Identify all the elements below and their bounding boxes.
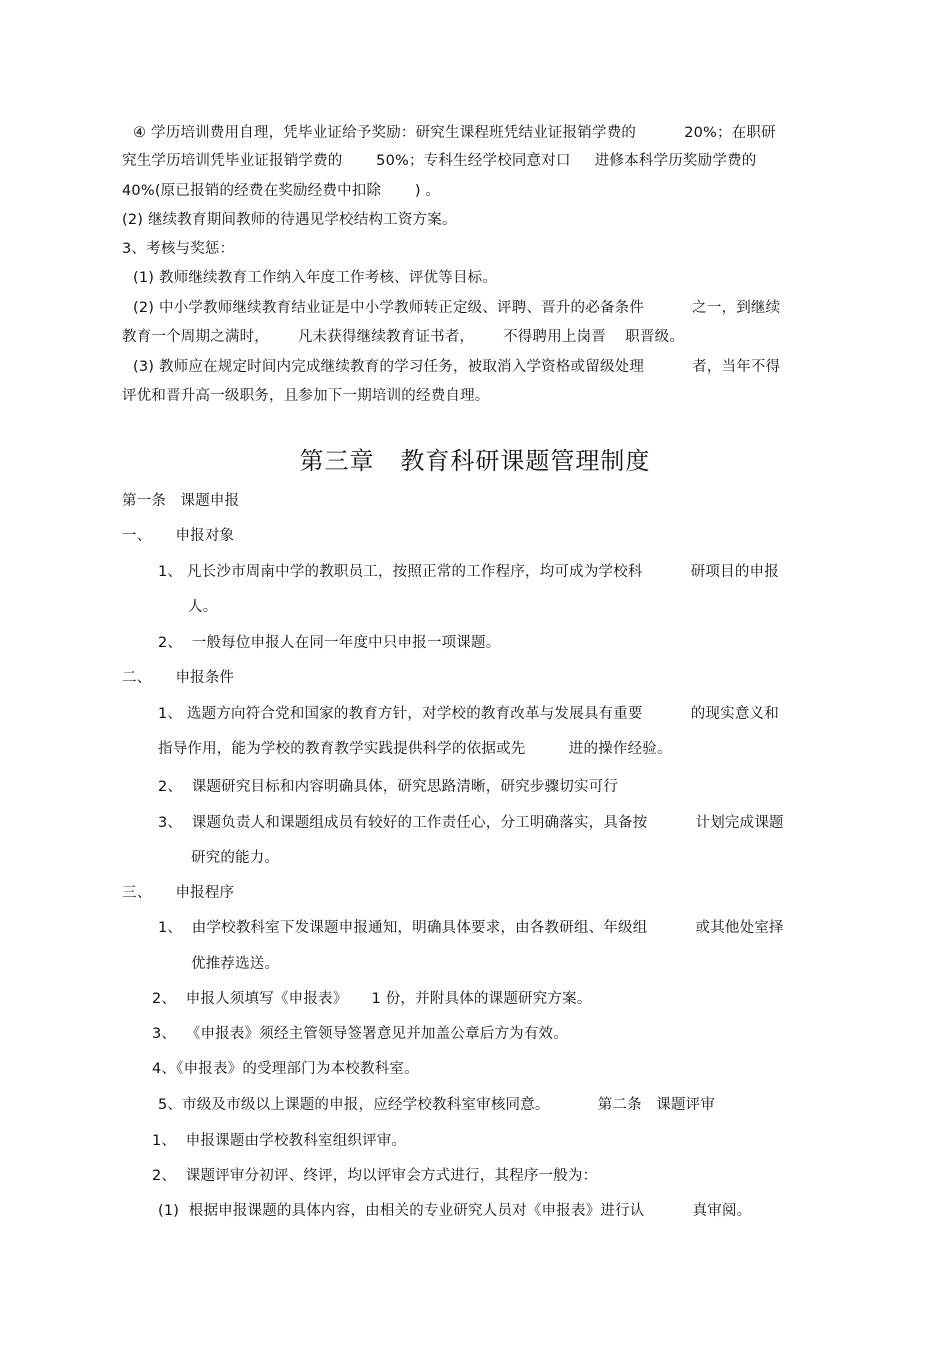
subsection-heading: 二、 申报条件 (122, 670, 235, 686)
list-item: 1、 申报课题由学校教科室组织评审。 (152, 1133, 407, 1149)
list-item-continuation: 指导作用，能为学校的教育教学实践提供科学的依据或先 进的操作经验。 (158, 741, 672, 757)
section-heading: 3、考核与奖惩： (122, 241, 235, 257)
list-item: 4、《申报表》的受理部门为本校教科室。 (152, 1061, 419, 1077)
paragraph-line: 评优和晋升高一级职务，且参加下一期培训的经费自理。 (122, 388, 490, 404)
paragraph-line: 究生学历培训凭毕业证报销学费的 50%；专科生经学校同意对口 进修本科学历奖励学费的 (122, 153, 757, 169)
subsection-heading: 三、 申报程序 (122, 885, 235, 901)
list-item-continuation: 优推荐选送。 (191, 956, 280, 972)
list-item: 1、 选题方向符合党和国家的教育方针，对学校的教育改革与发展具有重要 的现实意义和 (158, 706, 779, 722)
list-item-continuation: 人。 (188, 599, 218, 615)
list-item: 3、 《申报表》须经主管领导签署意见并加盖公章后方为有效。 (152, 1026, 568, 1042)
paragraph-line: (1) 教师继续教育工作纳入年度工作考核、评优等目标。 (133, 270, 498, 286)
chapter-title: 第三章 教育科研课题管理制度 (299, 447, 651, 475)
list-item: 1、 由学校教科室下发课题申报通知，明确具体要求，由各教研组、年级组 或其他处室择 (158, 920, 784, 936)
list-item: 2、 申报人须填写《申报表》 1 份，并附具体的课题研究方案。 (152, 991, 592, 1007)
list-item: 1、 凡长沙市周南中学的教职员工，按照正常的工作程序，均可成为学校科 研项目的申报 (158, 564, 779, 580)
list-item: 2、 课题评审分初评、终评，均以评审会方式进行，其程序一般为： (152, 1168, 598, 1184)
list-item: 2、 一般每位申报人在同一年度中只申报一项课题。 (158, 635, 501, 651)
list-item-continuation: 研究的能力。 (191, 850, 280, 866)
paragraph-line: 40%(原已报销的经费在奖励经费中扣除 ) 。 (122, 183, 441, 199)
list-item: (1) 根据申报课题的具体内容，由相关的专业研究人员对《申报表》进行认 真审阅。 (158, 1203, 752, 1219)
list-item: 3、 课题负责人和课题组成员有较好的工作责任心，分工明确落实，具备按 计划完成课题 (158, 815, 784, 831)
paragraph-line: 教育一个周期之满时， 凡未获得继续教育证书者， 不得聘用上岗晋 职晋级。 (122, 329, 685, 345)
article-heading: 第一条 课题申报 (122, 493, 240, 509)
list-item: 5、市级及市级以上课题的申报，应经学校教科室审核同意。 第二条 课题评审 (158, 1097, 716, 1113)
subsection-heading: 一、 申报对象 (122, 528, 235, 544)
paragraph-line: ④ 学历培训费用自理，凭毕业证给予奖励：研究生课程班凭结业证报销学费的 20%；在职研 (133, 125, 776, 141)
paragraph-line: (3) 教师应在规定时间内完成继续教育的学习任务，被取消入学资格或留级处理 者，当年不得 (133, 359, 781, 375)
list-item: 2、 课题研究目标和内容明确具体，研究思路清晰，研究步骤切实可行 (158, 779, 619, 795)
paragraph-line: (2) 中小学教师继续教育结业证是中小学教师转正定级、评聘、晋升的必备条件 之一，到继续 (133, 300, 781, 316)
paragraph-line: (2) 继续教育期间教师的待遇见学校结构工资方案。 (122, 212, 457, 228)
